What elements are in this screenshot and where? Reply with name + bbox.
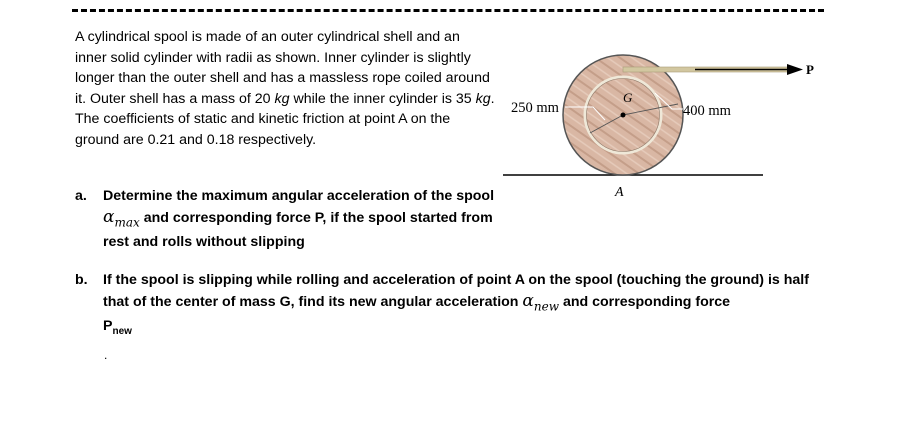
- question-a: [75, 186, 495, 253]
- stray-mark: .: [104, 348, 108, 362]
- problem-statement: [75, 27, 495, 150]
- center-g-label: G: [623, 90, 633, 105]
- force-arrow-head: [787, 64, 803, 75]
- inner-radius-label: 250 mm: [511, 100, 559, 116]
- p-new-symbol: $P_{new}$: [103, 318, 132, 338]
- contact-a-label: A: [615, 185, 624, 200]
- question-a-label: a.: [75, 188, 87, 204]
- unit-kg-1: kg: [274, 90, 290, 107]
- question-a-text-1: Determine the maximum angular acceleration of the spool: [103, 188, 495, 204]
- force-p-label: P: [806, 62, 814, 77]
- top-dashed-divider: [72, 9, 824, 12]
- question-b-text-1: If the spool is slipping while rolling and acceleration of point A on the spool (touching the ground) is half that of the center of mass G, find its new angular acceleration: [103, 272, 809, 310]
- outer-radius-label: 400 mm: [683, 103, 731, 119]
- question-b-text-2: and corresponding force: [559, 293, 731, 310]
- intro-text-2: while the inner cylinder is 35: [289, 90, 476, 107]
- alpha-new-symbol: $\alpha_{new}$: [522, 290, 560, 313]
- alpha-max-symbol: $\alpha_{max}$: [103, 206, 140, 229]
- question-b-body: [103, 270, 835, 343]
- spool-figure: [495, 35, 825, 205]
- question-b: [75, 270, 835, 343]
- center-g-point: [621, 113, 626, 118]
- question-b-label: b.: [75, 272, 88, 288]
- question-a-text-2: and corresponding force P, if the spool started from rest and rolls without slipping: [103, 209, 493, 251]
- intro-text-1: A cylindrical spool is made of an outer cylindrical shell and an inner solid cylinder with radii as shown. Inner cylinder is slightly longer than the outer shell and has a massless rope coiled around it. Outer shell has a mass of 20: [75, 29, 490, 107]
- question-a-body: [103, 186, 495, 253]
- intro-text-3: . The coefficients of static and kinetic friction at point A on the ground are 0.21 and 0.18 respectively.: [75, 90, 495, 148]
- unit-kg-2: kg: [475, 90, 491, 107]
